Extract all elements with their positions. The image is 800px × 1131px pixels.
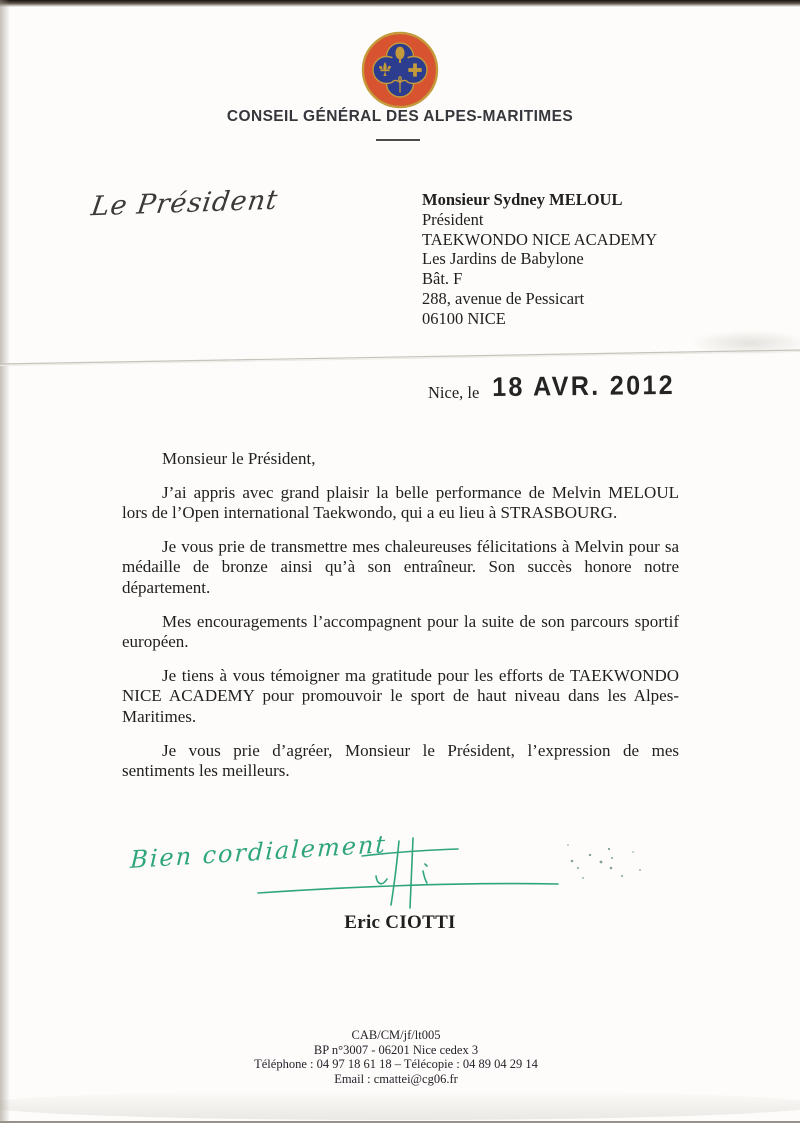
body-paragraph: Mes encouragements l’accompagnent pour la suite de son parcours sportif européen. bbox=[122, 611, 679, 652]
footer-email: Email : cmattei@cg06.fr bbox=[334, 1071, 458, 1086]
body-paragraph: Je vous prie de transmettre mes chaleureuses félicitations à Melvin pour sa médaille de bronze ainsi qu’à son entraîneur. Son succès honore notre département. bbox=[122, 536, 679, 597]
letter-footer bbox=[0, 1028, 792, 1086]
handwritten-closing: Bien cordialement bbox=[129, 830, 388, 874]
scan-blotch bbox=[690, 330, 800, 356]
sender-title-script: Le Président bbox=[89, 184, 281, 223]
signer-name: Eric CIOTTI bbox=[344, 912, 456, 933]
ink-smudge bbox=[567, 844, 641, 879]
recipient-line: Président bbox=[422, 209, 484, 229]
recipient-line: 288, avenue de Pessicart bbox=[422, 288, 585, 308]
header-divider bbox=[376, 139, 420, 141]
footer-address: BP n°3007 - 06201 Nice cedex 3 bbox=[313, 1042, 479, 1057]
salutation: Monsieur le Président, bbox=[162, 449, 316, 468]
body-paragraph: Je tiens à vous témoigner ma gratitude pour les efforts de TAEKWONDO NICE ACADEMY pour promouvoir le sport de haut niveau dans les Alpes-Maritimes. bbox=[122, 665, 679, 726]
scan-blotch bbox=[0, 1090, 800, 1120]
scan-edge-left bbox=[0, 0, 10, 1131]
body-paragraph: J’ai appris avec grand plaisir la belle performance de Melvin MELOUL lors de l’Open international Taekwondo, qui a eu lieu à STRASBOURG. bbox=[122, 482, 679, 523]
body-paragraph: Je vous prie d’agréer, Monsieur le Président, l’expression de mes sentiments les meilleurs. bbox=[122, 740, 679, 781]
recipient-line: Bât. F bbox=[422, 269, 463, 289]
recipient-line: TAEKWONDO NICE ACADEMY bbox=[422, 229, 658, 249]
recipient-line: Les Jardins de Babylone bbox=[422, 249, 584, 269]
letter-body bbox=[122, 449, 679, 795]
recipient-name: Monsieur Sydney MELOUL bbox=[422, 190, 623, 209]
dateline-place-label: Nice, le bbox=[428, 383, 480, 402]
scan-edge-bottom bbox=[0, 1121, 800, 1131]
scan-edge-top bbox=[0, 0, 800, 7]
footer-phone-fax: Téléphone : 04 97 18 61 18 – Télécopie : 04 89 04 29 14 bbox=[254, 1057, 538, 1072]
date-stamp: 18 AVR. 2012 bbox=[492, 369, 676, 402]
department-crest-icon bbox=[361, 31, 439, 109]
recipient-line: 06100 NICE bbox=[422, 308, 506, 328]
recipient-address-block bbox=[422, 190, 657, 329]
footer-reference: CAB/CM/jf/lt005 bbox=[351, 1028, 441, 1042]
organization-title: CONSEIL GÉNÉRAL DES ALPES-MARITIMES bbox=[226, 108, 574, 125]
